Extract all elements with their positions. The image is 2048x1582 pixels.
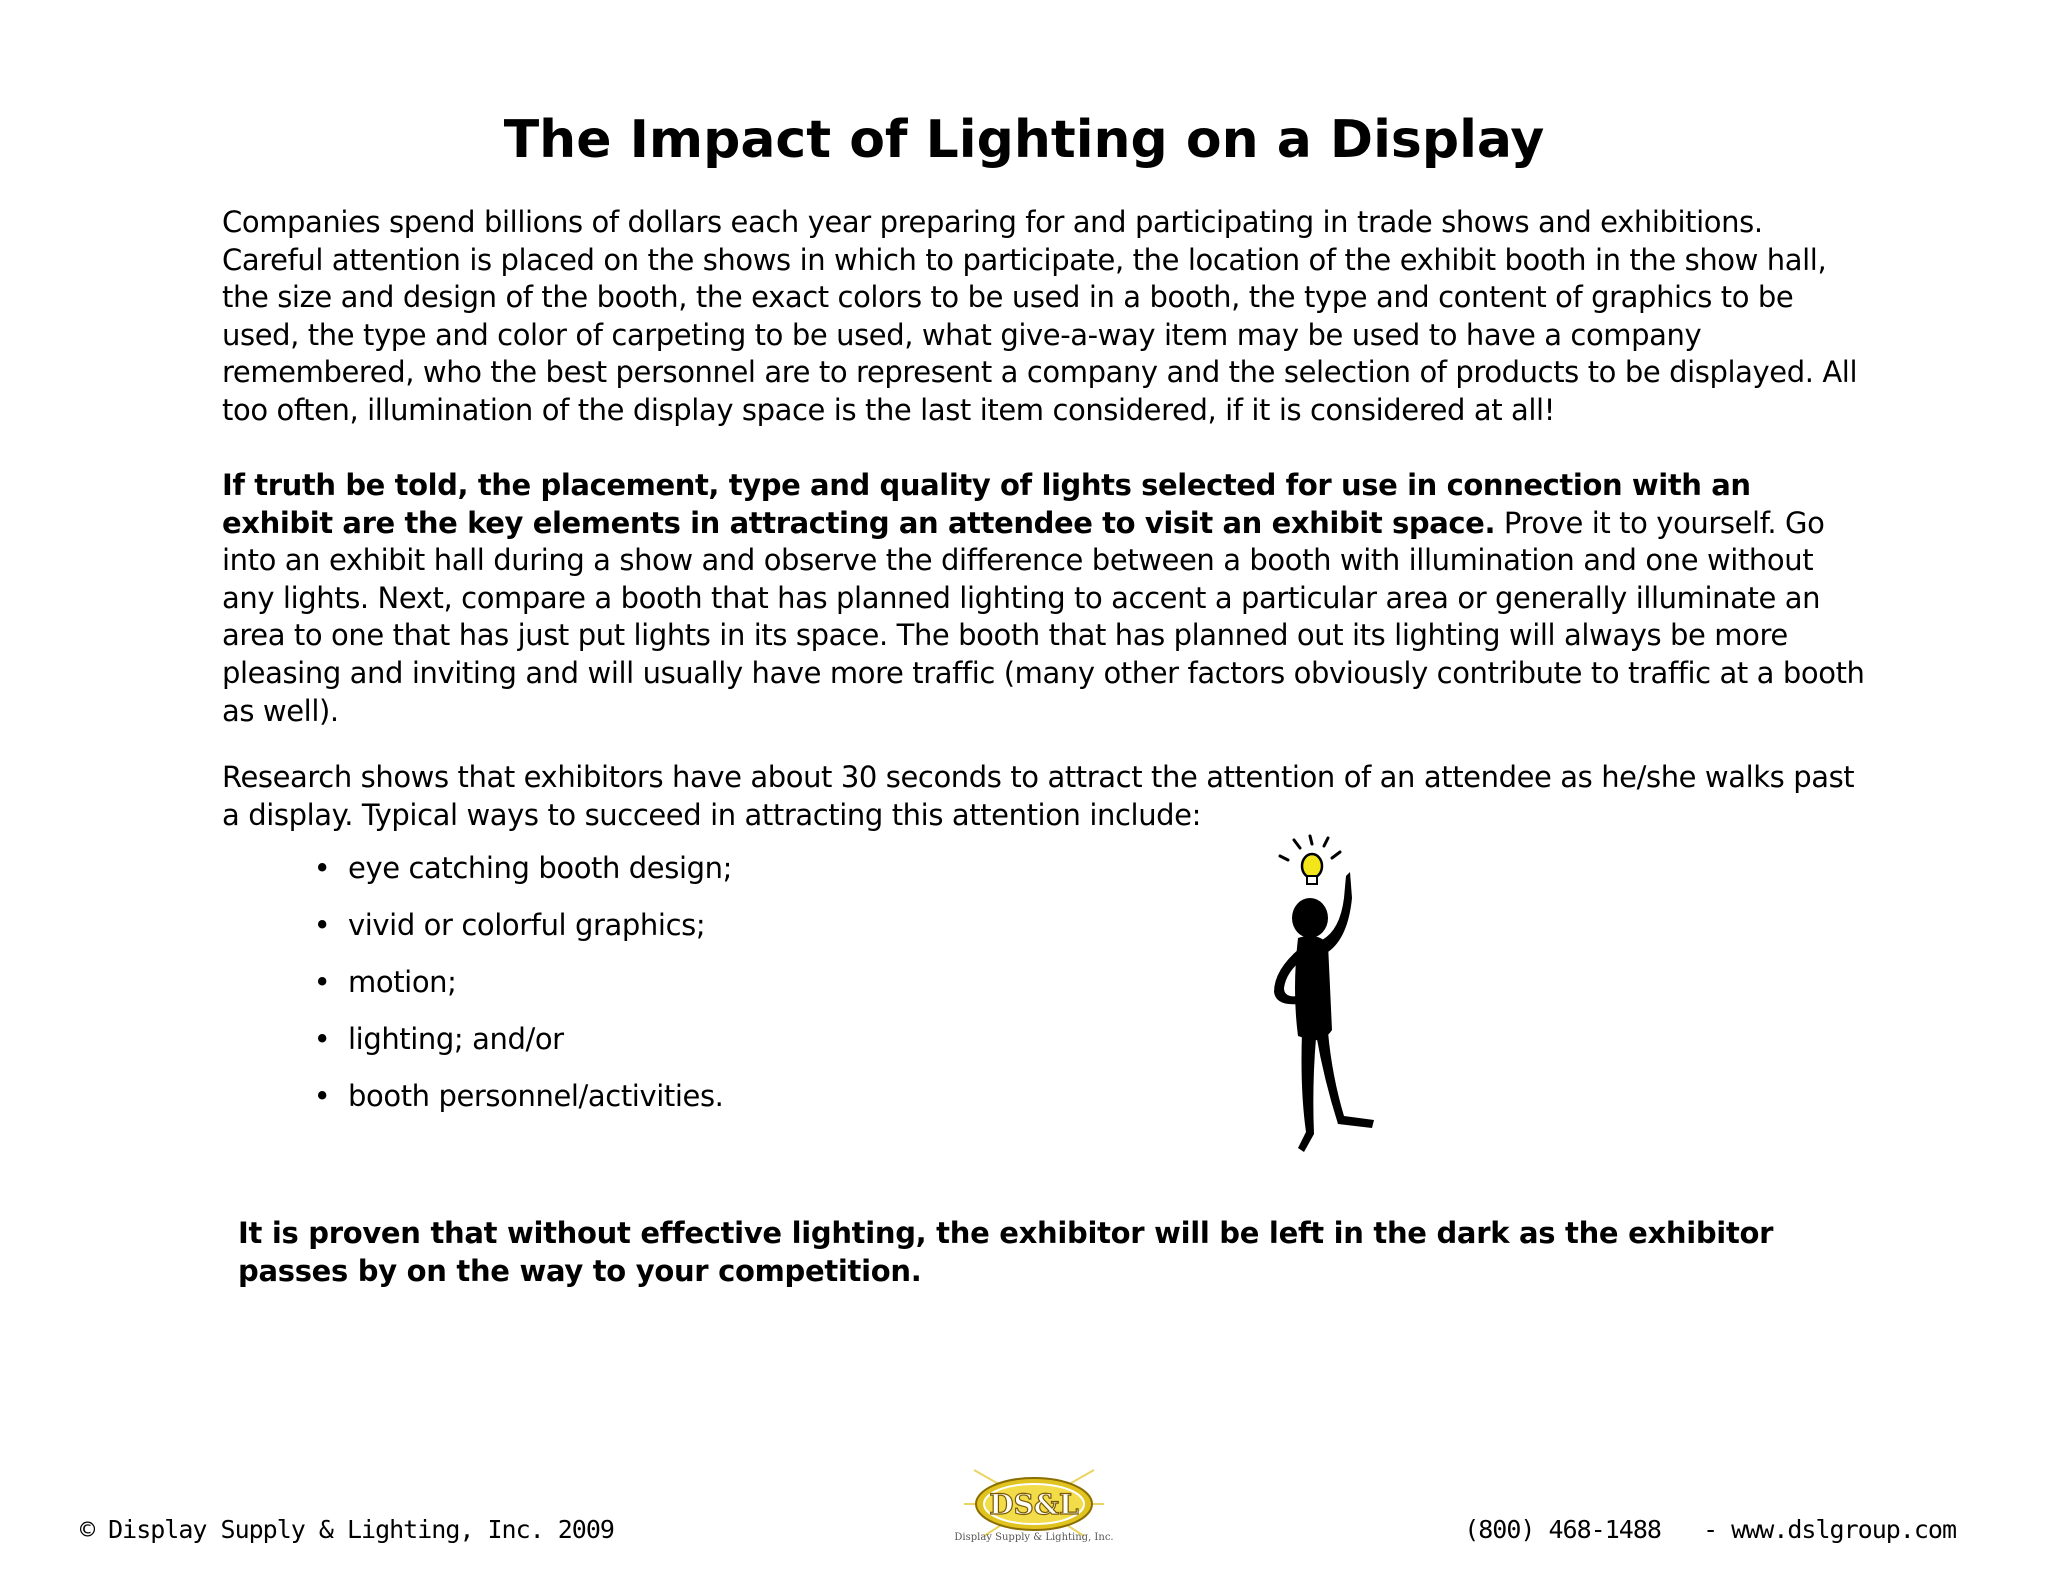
text-fragment: Prove it to yourself. Go [1495, 505, 1825, 540]
bullet-icon: • [313, 851, 331, 885]
text-line: It is proven that without effective lighting, the exhibitor will be left in the dark as the exhibitor [238, 1216, 1774, 1250]
text-line: Companies spend billions of dollars each year preparing for and participating in trade shows and exhibitions. [222, 205, 1763, 239]
copyright-notice: © Display Supply & Lighting, Inc. 2009 [80, 1515, 614, 1544]
text-line: pleasing and inviting and will usually have more traffic (many other factors obviously contribute to traffic at a booth [222, 655, 1865, 690]
idea-stick-figure-icon [1240, 820, 1400, 1160]
page-title: The Impact of Lighting on a Display [503, 110, 1545, 170]
text-line: a display. Typical ways to succeed in attracting this attention include: [222, 797, 1201, 832]
text-line: passes by on the way to your competition. [238, 1254, 922, 1288]
text-line: Research shows that exhibitors have about 30 seconds to attract the attention of an attendee as he/she walks past [222, 760, 1855, 794]
list-item [312, 907, 732, 964]
text-line: too often, illumination of the display space is the last item considered, if it is considered at all! [222, 392, 1555, 427]
list-item-text: motion; [348, 965, 457, 999]
contact-info: (800) 468-1488 - www.dslgroup.com [1464, 1515, 1956, 1544]
bold-statement-end: exhibit are the key elements in attracting an attendee to visit an exhibit space. [222, 505, 1496, 540]
text-line: into an exhibit hall during a show and observe the difference between a booth with illumination and one without [222, 543, 1814, 578]
bullet-icon: • [313, 965, 331, 999]
attention-methods-list [312, 850, 732, 1135]
bullet-icon: • [313, 1079, 331, 1113]
research-paragraph [222, 759, 1862, 834]
logo-subtext: Display Supply & Lighting, Inc. [954, 1532, 1114, 1543]
key-point-paragraph [222, 467, 1865, 730]
intro-paragraph [222, 204, 1862, 430]
list-item [312, 850, 732, 907]
text-line: used, the type and color of carpeting to be used, what give-a-way item may be used to have a company [222, 317, 1702, 352]
list-item-text: booth personnel/activities. [348, 1079, 724, 1113]
list-item-text: lighting; and/or [348, 1022, 564, 1056]
text-line: the size and design of the booth, the exact colors to be used in a booth, the type and content of graphics to be [222, 280, 1794, 315]
bold-statement-line: If truth be told, the placement, type and quality of lights selected for use in connection with an [222, 468, 1751, 502]
text-line: area to one that has just put lights in its space. The booth that has planned out its lighting will always be more [222, 618, 1788, 653]
list-item-text: vivid or colorful graphics; [348, 908, 706, 942]
list-item-text: eye catching booth design; [348, 851, 732, 885]
text-line: Careful attention is placed on the shows in which to participate, the location of the exhibit booth in the show hall, [222, 242, 1827, 277]
bullet-icon: • [313, 908, 331, 942]
bullet-icon: • [313, 1022, 331, 1056]
text-line: any lights. Next, compare a booth that has planned lighting to accent a particular area or generally illuminate an [222, 580, 1821, 615]
logo-text: DS&L [989, 1488, 1079, 1521]
text-line [222, 505, 1862, 543]
lightbulb-icon [1302, 854, 1322, 884]
list-item [312, 1078, 732, 1135]
list-item [312, 964, 732, 1021]
text-line: as well). [222, 693, 339, 728]
text-line: remembered, who the best personnel are to represent a company and the selection of products to be displayed. All [222, 355, 1858, 390]
closing-statement [238, 1214, 1838, 1290]
list-item [312, 1021, 732, 1078]
